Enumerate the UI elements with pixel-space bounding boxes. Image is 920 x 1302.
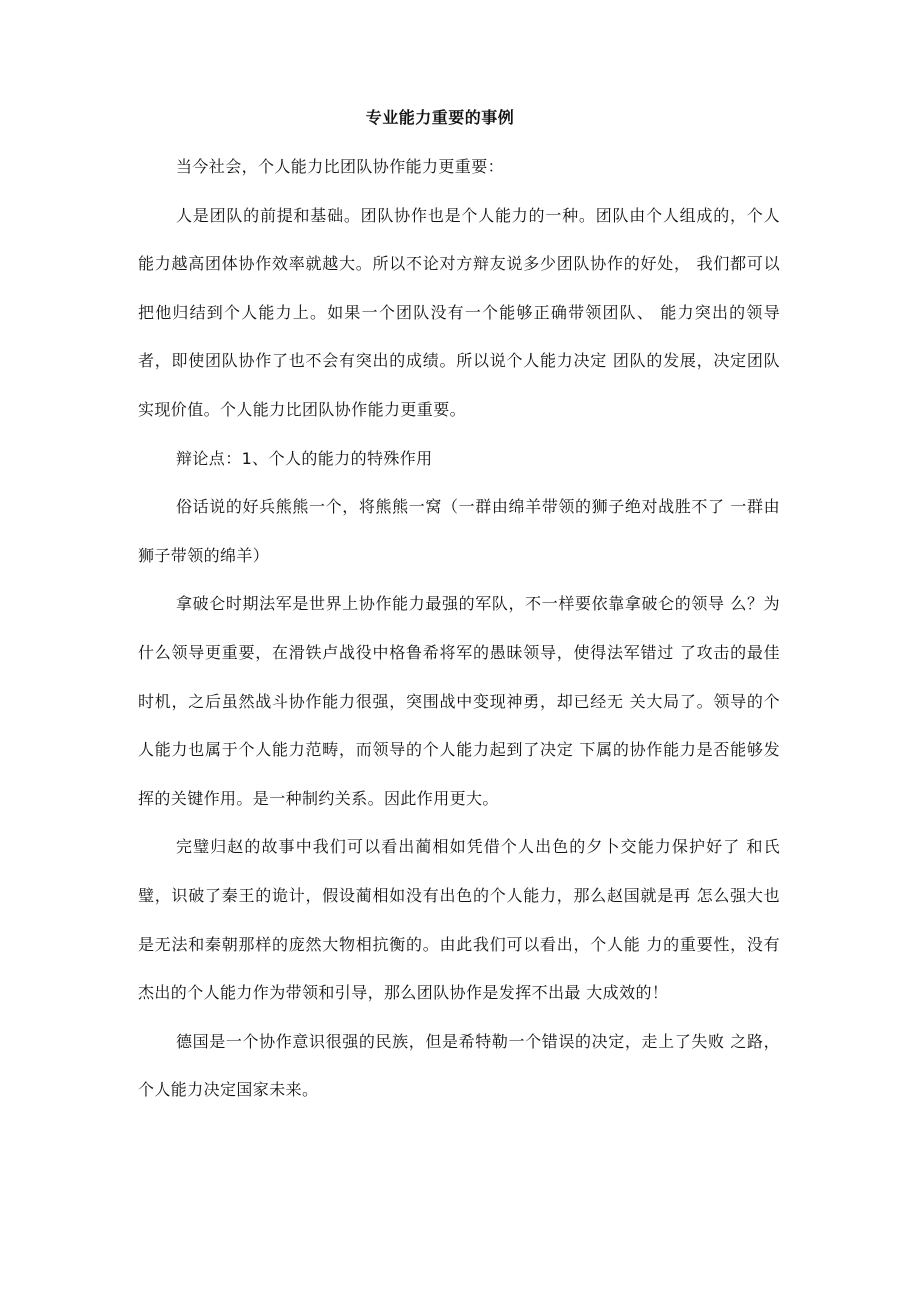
paragraph-individual-foundation: 人是团队的前提和基础。团队协作也是个人能力的一种。团队由个人组成的，个人能力越高团体协作效率就越大。所以不论对方辩友说多少团队协作的好处， 我们都可以把他归结到个人能力上。如果一个团队没有一个能够正确带领团队、 能力突出的领导者，即使团队协作了也不会有突出的成绩。所以说个人能力决定 团队的发展，决定团队实现价值。个人能力比团队协作能力更重要。 xyxy=(138,205,780,419)
paragraph-germany: 德国是一个协作意识很强的民族，但是希特勒一个错误的决定，走上了失败 之路，个人能力决定国家未来。 xyxy=(138,1031,780,1100)
document-body xyxy=(138,143,780,1115)
paragraph-napoleon: 拿破仑时期法军是世界上协作能力最强的军队，不一样要依靠拿破仑的领导 么？为什么领导更重要，在滑铁卢战役中格鲁希将军的愚昧领导，使得法军错过 了攻击的最佳时机，之后虽然战斗协作能力很强，突围战中变现神勇，却已经无 关大局了。领导的个人能力也属于个人能力范畴，而领导的个人能力起到了决定 下属的协作能力是否能够发挥的关键作用。是一种制约关系。因此作用更大。 xyxy=(138,594,780,808)
paragraph-argument-point: 辩论点：1、个人的能力的特殊作用 xyxy=(176,448,433,468)
document-title: 专业能力重要的事例 xyxy=(365,108,515,127)
paragraph-proverb: 俗话说的好兵熊熊一个，将熊熊一窝（一群由绵羊带领的狮子绝对战胜不了 一群由狮子带领的绵羊） xyxy=(138,497,780,565)
paragraph-intro: 当今社会，个人能力比团队协作能力更重要： xyxy=(176,157,505,176)
paragraph-lin-xiangru: 完璧归赵的故事中我们可以看出蔺相如凭借个人出色的夕卜交能力保护好了 和氏璧，识破了秦王的诡计，假设蔺相如没有出色的个人能力，那么赵国就是再 怎么强大也是无法和秦朝那样的庞然大物相抗衡的。由此我们可以看出，个人能 力的重要性，没有杰出的个人能力作为带领和引导，那么团队协作是发挥不出最 大成效的！ xyxy=(138,837,780,1003)
